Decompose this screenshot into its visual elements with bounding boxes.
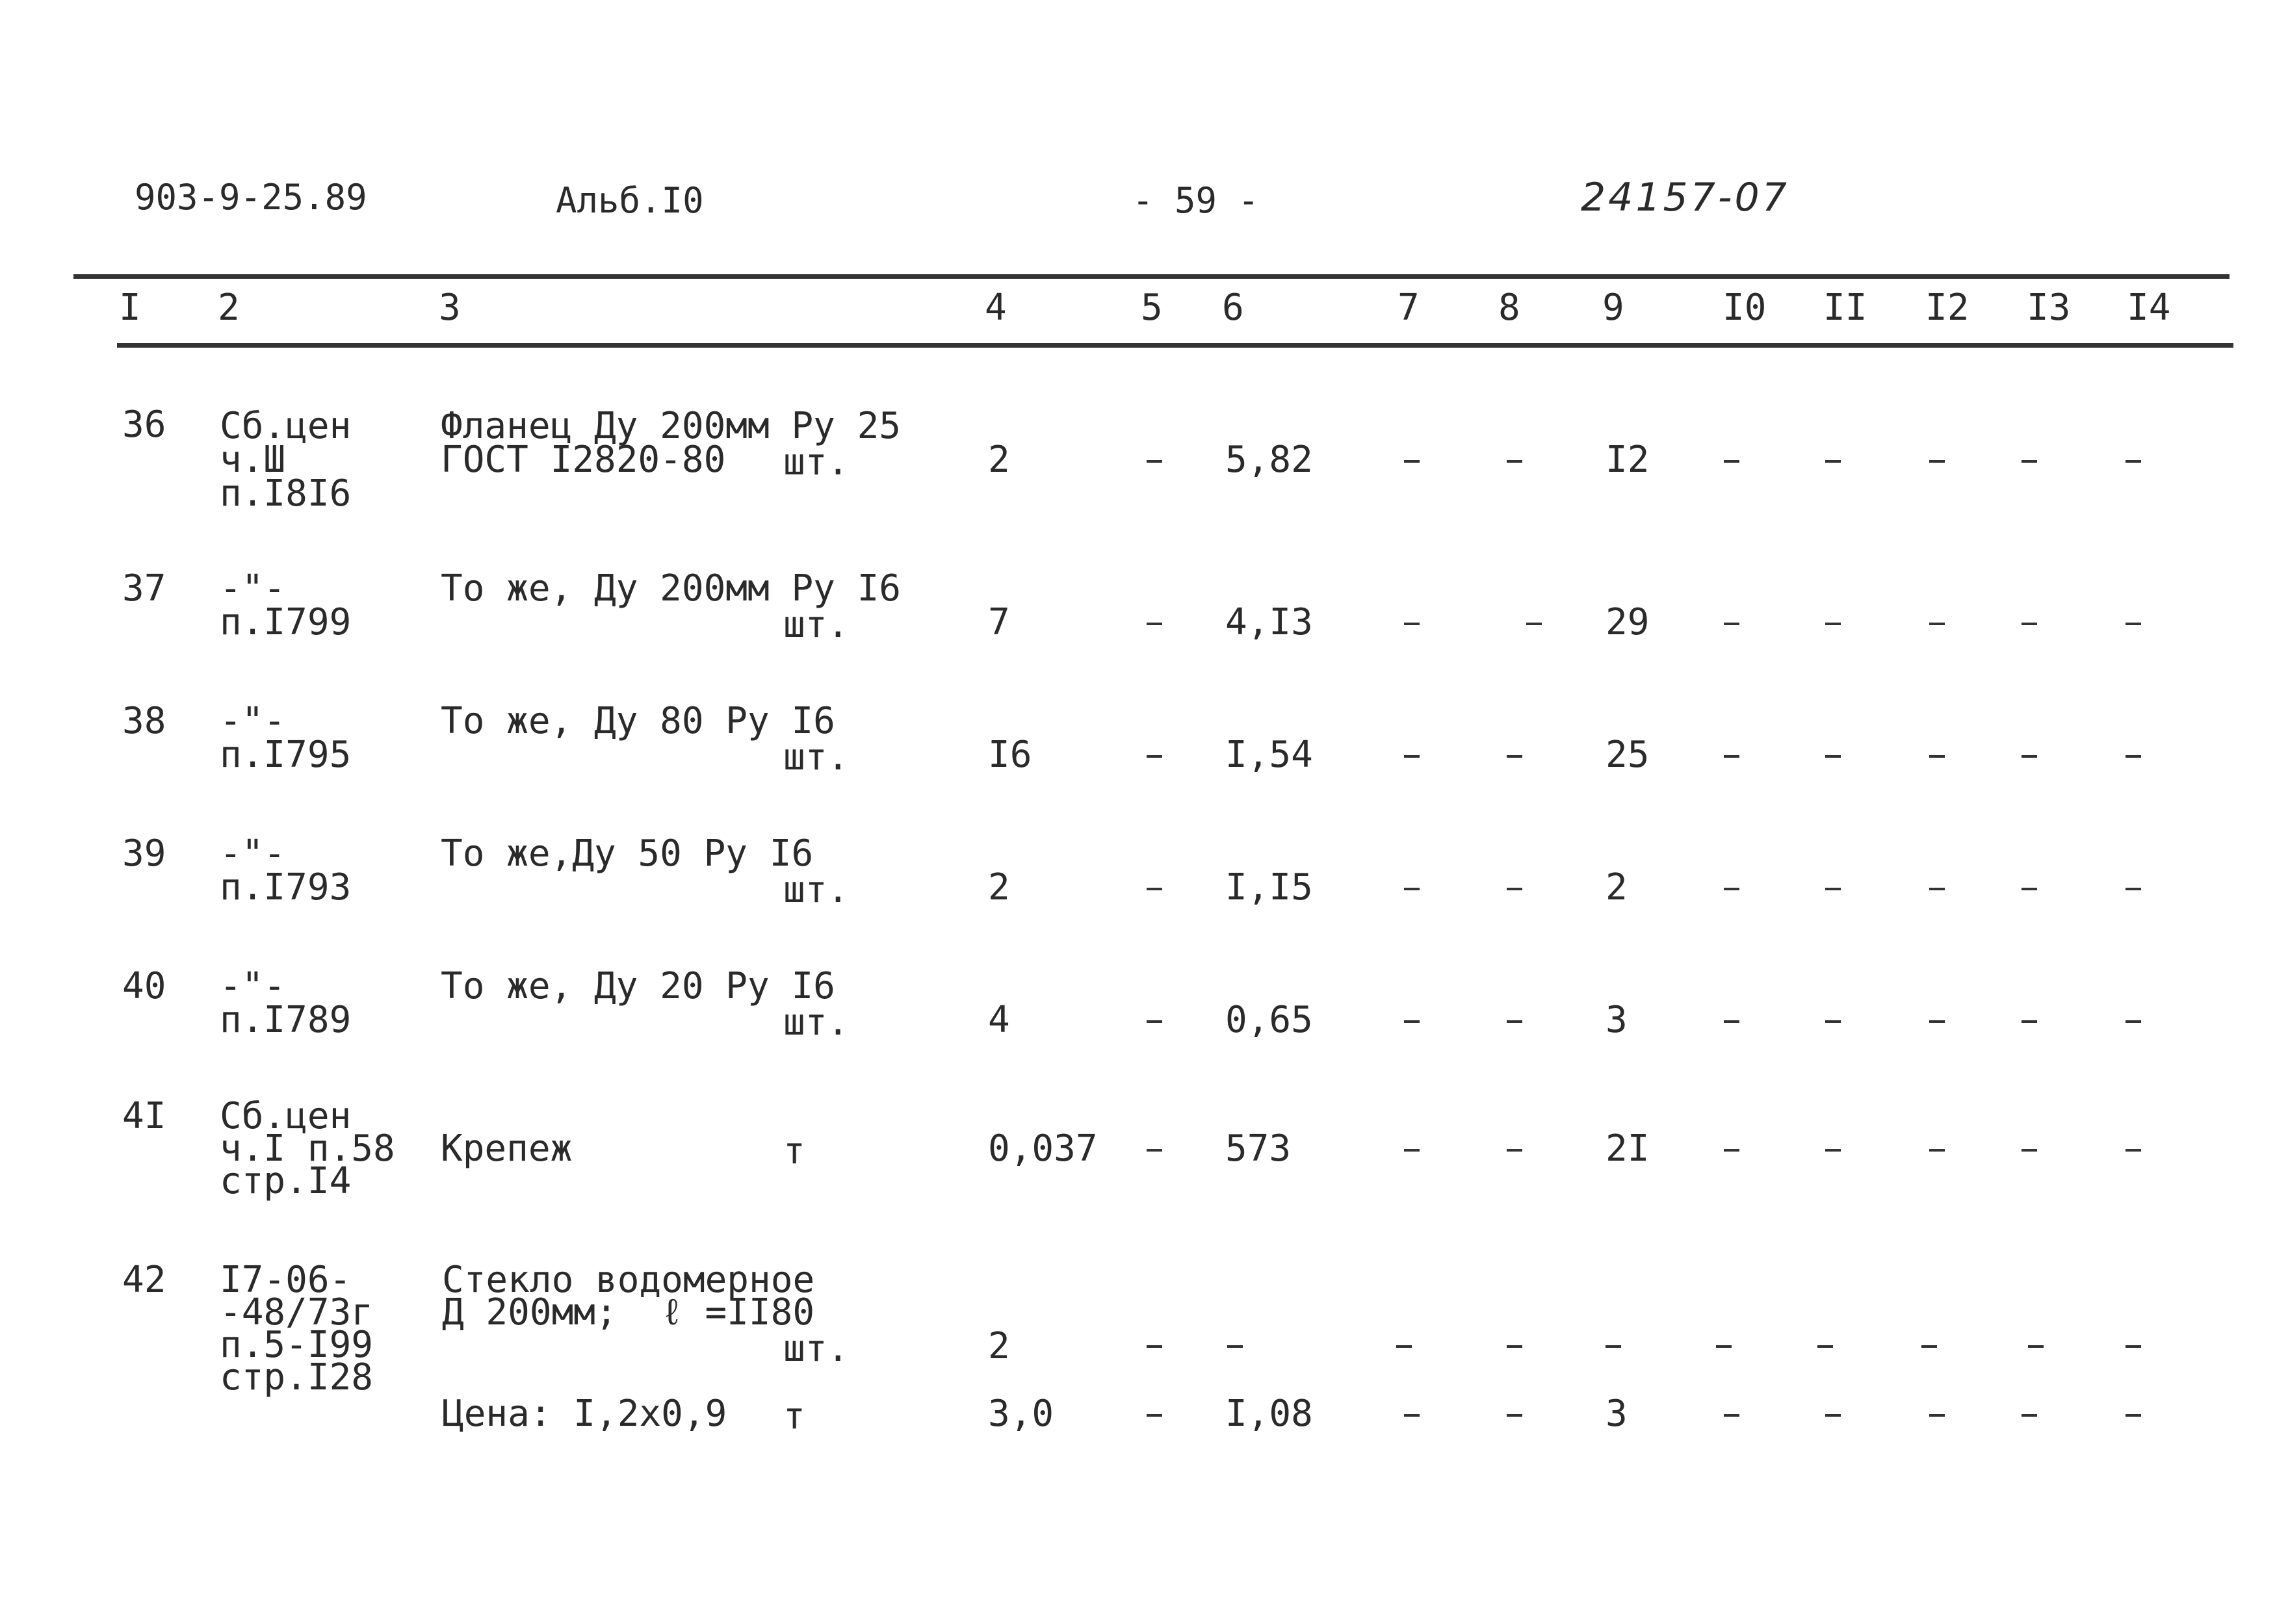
unit: шт. bbox=[783, 736, 850, 779]
empty-cell-dash bbox=[1724, 1414, 1739, 1417]
empty-cell-dash bbox=[2126, 1345, 2141, 1348]
column-header: 9 bbox=[1602, 287, 1624, 329]
price-reference: стр.I4 bbox=[220, 1160, 352, 1202]
top-rule bbox=[73, 274, 2230, 279]
empty-cell-dash bbox=[2022, 623, 2037, 625]
price-reference: п.I8I6 bbox=[220, 472, 352, 515]
quantity: 2 bbox=[988, 439, 1010, 481]
empty-cell-dash bbox=[2022, 1149, 2037, 1152]
empty-cell-dash bbox=[1724, 888, 1739, 890]
quantity: 0,037 bbox=[988, 1128, 1098, 1170]
price-note: Цена: I,2х0,9 bbox=[442, 1393, 727, 1435]
column-9-value: 29 bbox=[1606, 601, 1650, 643]
quantity: 2 bbox=[988, 1325, 1010, 1367]
price-reference: -"- bbox=[220, 832, 286, 875]
column-header: 6 bbox=[1222, 287, 1244, 329]
row-number: 42 bbox=[122, 1259, 166, 1301]
column-9-value: 25 bbox=[1606, 734, 1650, 776]
unit-weight: I,I5 bbox=[1225, 866, 1313, 909]
header-bottom-rule bbox=[117, 343, 2233, 348]
price-reference: Сб.цен bbox=[220, 405, 352, 447]
album-number: Альб.I0 bbox=[556, 180, 704, 221]
empty-cell-dash bbox=[1507, 1345, 1522, 1348]
empty-cell-dash bbox=[1507, 1020, 1522, 1023]
column-header: 3 bbox=[439, 287, 461, 329]
page-number: - 59 - bbox=[1132, 180, 1260, 221]
item-description: Фланец Ду 200мм Ру 25 bbox=[441, 405, 902, 447]
unit-weight: 573 bbox=[1225, 1128, 1292, 1170]
empty-cell-dash bbox=[1404, 1149, 1420, 1152]
empty-cell-dash bbox=[1817, 1345, 1833, 1348]
empty-cell-dash bbox=[1147, 1414, 1162, 1417]
empty-cell-dash bbox=[2126, 755, 2141, 758]
quantity: 2 bbox=[988, 866, 1010, 909]
empty-cell-dash bbox=[2126, 888, 2141, 890]
column-header: II bbox=[1823, 287, 1867, 329]
empty-cell-dash bbox=[1825, 1020, 1841, 1023]
price-reference: п.I799 bbox=[220, 601, 352, 643]
unit: шт. bbox=[783, 1328, 850, 1370]
column-header: 7 bbox=[1398, 287, 1420, 329]
unit-weight: 5,82 bbox=[1225, 439, 1313, 481]
row-number: 36 bbox=[122, 404, 166, 446]
unit: шт. bbox=[783, 604, 850, 646]
column-header: 5 bbox=[1141, 287, 1163, 329]
price-reference: I7-06- bbox=[220, 1259, 352, 1301]
empty-cell-dash bbox=[1404, 623, 1420, 625]
handwritten-number: 24157-07 bbox=[1581, 175, 1789, 220]
empty-cell-dash bbox=[1724, 623, 1739, 625]
unit-weight: 4,I3 bbox=[1225, 601, 1313, 643]
empty-cell-dash bbox=[1404, 1414, 1420, 1417]
empty-cell-dash bbox=[2126, 1149, 2141, 1152]
item-description: То же, Ду 200мм Ру I6 bbox=[441, 567, 902, 610]
item-description: ГОСТ I2820-80 bbox=[441, 439, 726, 481]
empty-cell-dash bbox=[1825, 460, 1841, 463]
empty-cell-dash bbox=[1825, 1149, 1841, 1152]
empty-cell-dash bbox=[1929, 460, 1945, 463]
empty-cell-dash bbox=[2126, 1020, 2141, 1023]
empty-cell-dash bbox=[1147, 755, 1162, 758]
empty-cell-dash bbox=[2126, 1414, 2141, 1417]
empty-cell-dash bbox=[2028, 1345, 2044, 1348]
column-9-value: 2 bbox=[1606, 866, 1628, 909]
quantity: 4 bbox=[988, 999, 1010, 1041]
empty-cell-dash bbox=[1929, 1020, 1945, 1023]
price-reference: -"- bbox=[220, 567, 286, 610]
empty-cell-dash bbox=[1147, 1020, 1162, 1023]
price-reference: п.I795 bbox=[220, 734, 352, 776]
item-description: Крепеж bbox=[441, 1128, 573, 1170]
unit: шт. bbox=[783, 441, 850, 483]
column-header: I2 bbox=[1925, 287, 1970, 329]
empty-cell-dash bbox=[1606, 1345, 1621, 1348]
empty-cell-dash bbox=[1929, 623, 1945, 625]
price-unit: т bbox=[783, 1395, 805, 1437]
column-9-value: I2 bbox=[1606, 439, 1650, 481]
empty-cell-dash bbox=[1404, 755, 1420, 758]
empty-cell-dash bbox=[2022, 755, 2037, 758]
empty-cell-dash bbox=[1716, 1345, 1732, 1348]
item-description: Д 200мм; ℓ =II80 bbox=[442, 1291, 815, 1334]
price-reference: п.I793 bbox=[220, 866, 352, 909]
empty-cell-dash bbox=[1724, 755, 1739, 758]
price-reference: Сб.цен bbox=[220, 1095, 352, 1137]
empty-cell-dash bbox=[1526, 623, 1542, 625]
empty-cell-dash bbox=[1929, 755, 1945, 758]
unit-weight: I,54 bbox=[1225, 734, 1313, 776]
price-reference: -48/73г bbox=[220, 1291, 374, 1334]
price-reference: п.5-I99 bbox=[220, 1324, 374, 1366]
unit-weight: I,08 bbox=[1225, 1393, 1313, 1435]
empty-cell-dash bbox=[1825, 623, 1841, 625]
unit: т bbox=[783, 1130, 805, 1172]
empty-cell-dash bbox=[1404, 460, 1420, 463]
empty-cell-dash bbox=[1929, 888, 1945, 890]
column-header: I3 bbox=[2027, 287, 2071, 329]
empty-cell-dash bbox=[1507, 460, 1522, 463]
empty-cell-dash bbox=[1507, 1149, 1522, 1152]
column-header: I4 bbox=[2127, 287, 2171, 329]
row-number: 37 bbox=[122, 567, 166, 610]
price-reference: ч.I п.58 bbox=[220, 1128, 395, 1170]
column-header: 4 bbox=[985, 287, 1007, 329]
empty-cell-dash bbox=[1147, 460, 1162, 463]
empty-cell-dash bbox=[1929, 1414, 1945, 1417]
item-description: Стекло водомерное bbox=[442, 1259, 815, 1301]
empty-cell-dash bbox=[1507, 888, 1522, 890]
empty-cell-dash bbox=[1404, 1020, 1420, 1023]
empty-cell-dash bbox=[2022, 1414, 2037, 1417]
empty-cell-dash bbox=[1825, 1414, 1841, 1417]
column-header: 8 bbox=[1498, 287, 1520, 329]
unit: шт. bbox=[783, 1001, 850, 1044]
column-header: I0 bbox=[1722, 287, 1767, 329]
empty-cell-dash bbox=[2022, 1020, 2037, 1023]
document-code: 903-9-25.89 bbox=[135, 177, 367, 218]
empty-cell-dash bbox=[1724, 1020, 1739, 1023]
column-9-value: 2I bbox=[1606, 1128, 1650, 1170]
quantity: 7 bbox=[988, 601, 1010, 643]
column-9-value: 3 bbox=[1606, 1393, 1628, 1435]
row-number: 4I bbox=[122, 1095, 166, 1137]
column-header: 2 bbox=[218, 287, 240, 329]
item-description: То же, Ду 80 Ру I6 bbox=[441, 700, 835, 742]
empty-cell-dash bbox=[1507, 755, 1522, 758]
row-number: 39 bbox=[122, 832, 166, 875]
price-reference: стр.I28 bbox=[220, 1356, 374, 1398]
row-number: 40 bbox=[122, 965, 166, 1007]
empty-cell-dash bbox=[1147, 1345, 1162, 1348]
empty-cell-dash bbox=[2022, 888, 2037, 890]
unit-weight: 0,65 bbox=[1225, 999, 1313, 1041]
price-reference: -"- bbox=[220, 700, 286, 742]
empty-cell-dash bbox=[2126, 623, 2141, 625]
empty-cell-dash bbox=[1724, 1149, 1739, 1152]
item-description: То же,Ду 50 Ру I6 bbox=[441, 832, 814, 875]
empty-cell-dash bbox=[1825, 888, 1841, 890]
empty-cell-dash bbox=[1825, 755, 1841, 758]
quantity: I6 bbox=[988, 734, 1032, 776]
price-reference: п.I789 bbox=[220, 999, 352, 1041]
quantity: 3,0 bbox=[988, 1393, 1054, 1435]
empty-cell-dash bbox=[1921, 1345, 1937, 1348]
column-9-value: 3 bbox=[1606, 999, 1628, 1041]
empty-cell-dash bbox=[2022, 460, 2037, 463]
empty-cell-dash bbox=[1507, 1414, 1522, 1417]
row-number: 38 bbox=[122, 700, 166, 742]
unit: шт. bbox=[783, 869, 850, 911]
empty-cell-dash bbox=[1227, 1345, 1243, 1348]
empty-cell-dash bbox=[1404, 888, 1420, 890]
column-header: I bbox=[119, 287, 141, 329]
empty-cell-dash bbox=[1147, 1149, 1162, 1152]
price-reference: ч.Ш bbox=[220, 439, 286, 481]
empty-cell-dash bbox=[2126, 460, 2141, 463]
empty-cell-dash bbox=[1396, 1345, 1412, 1348]
empty-cell-dash bbox=[1724, 460, 1739, 463]
empty-cell-dash bbox=[1147, 888, 1162, 890]
item-description: То же, Ду 20 Ру I6 bbox=[441, 965, 835, 1007]
empty-cell-dash bbox=[1147, 623, 1162, 625]
empty-cell-dash bbox=[1929, 1149, 1945, 1152]
price-reference: -"- bbox=[220, 965, 286, 1007]
